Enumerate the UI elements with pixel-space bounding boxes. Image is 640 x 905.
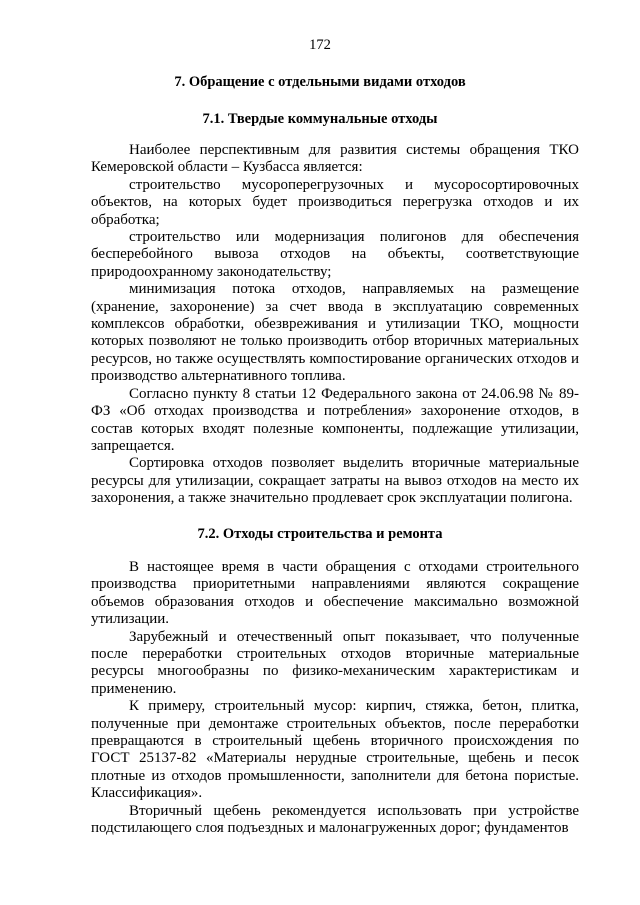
paragraph: строительство мусороперегрузочных и мусоросортировочных объектов, на которых будет производиться перегрузка отходов и их обработка; [91,176,579,228]
paragraph: Согласно пункту 8 статьи 12 Федерального закона от 24.06.98 № 89-ФЗ «Об отходах производства и потребления» захоронение отходов, в состав которых входят полезные компоненты, подлежащие утилизации, запрещается. [91,385,579,454]
subsection-title-construction: 7.2. Отходы строительства и ремонта [197,526,443,542]
paragraph: В настоящее время в части обращения с отходами строительного производства приоритетными направлениями являются сокращение объемов образования отходов и обеспечение максимально возможной утилизации. [91,559,579,628]
paragraph: строительство или модернизация полигонов для обеспечения бесперебойного вывоза отходов на объекты, соответствующие природоохранному законодательству; [91,229,579,280]
subsection-body-msw [91,142,579,508]
paragraph: Зарубежный и отечественный опыт показывает, что полученные после переработки строительных отходов вторичные материальные ресурсы многообразны по физико-механическим характеристикам и применению. [91,628,579,697]
paragraph: Вторичный щебень рекомендуется использовать при устройстве подстилающего слоя подъездных и малонагруженных дорог; фундаментов [91,802,579,837]
subsection-body-construction [91,559,579,838]
paragraph: Сортировка отходов позволяет выделить вторичные материальные ресурсы для утилизации, сокращает затраты на вывоз отходов на место их захоронения, а также значительно продлевает срок эксплуатации полигона. [91,455,579,507]
section-title: 7. Обращение с отдельными видами отходов [174,74,466,90]
paragraph: Наиболее перспективным для развития системы обращения ТКО Кемеровской области – Кузбасса является: [91,142,579,176]
paragraph: минимизация потока отходов, направляемых на размещение (хранение, захоронение) за счет ввода в эксплуатацию современных комплексов обработки, обезвреживания и утилизации ТКО, мощности которых позволяют не только производить отбор вторичных материальных ресурсов, но также осуществлять компостирование органических отходов и производство альтернативного топлива. [91,281,579,385]
page-number: 172 [309,37,331,53]
paragraph: К примеру, строительный мусор: кирпич, стяжка, бетон, плитка, полученные при демонтаже строительных объектов, после переработки превращаются в строительный щебень вторичного происхождения по ГОСТ 25137-82 «Материалы нерудные строительные, щебень и песок плотные из отходов промышленности, заполнители для бетона пористые. Классификация». [91,698,579,802]
subsection-title-msw: 7.1. Твердые коммунальные отходы [202,111,438,127]
